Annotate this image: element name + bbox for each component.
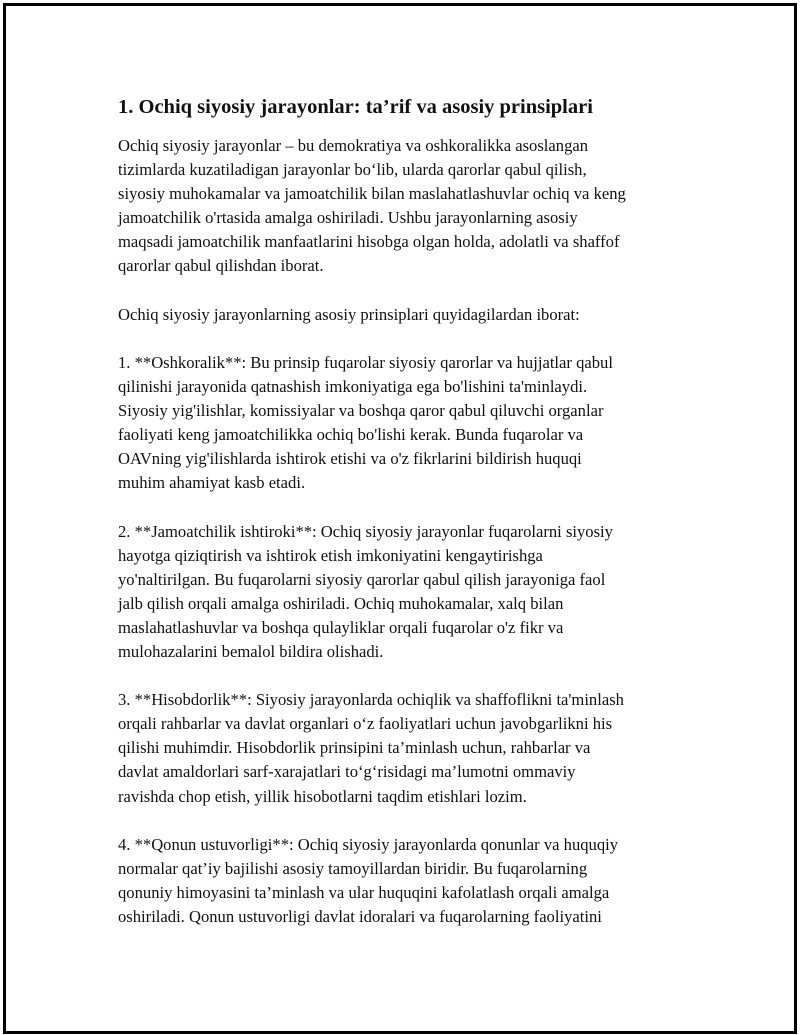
text-line: yo'naltirilgan. Bu fuqarolarni siyosiy qarorlar qabul qilish jarayoniga faol (118, 569, 606, 589)
text-line: maqsadi jamoatchilik manfaatlarini hisobga olgan holda, adolatli va shaffof (118, 232, 620, 252)
text-line: qilinishi jarayonida qatnashish imkoniyatiga ega bo'lishini ta'minlaydi. (118, 376, 588, 396)
text-line: normalar qat’iy bajilishi asosiy tamoyillardan biridir. Bu fuqarolarning (118, 858, 588, 878)
text-line: Ochiq siyosiy jarayonlarning asosiy prinsiplari quyidagilardan iborat: (118, 304, 580, 324)
text-line: oshiriladi. Qonun ustuvorligi davlat idoralari va fuqarolarning faoliyatini (118, 907, 602, 926)
document-body (118, 94, 688, 953)
paragraph (118, 520, 688, 665)
text-line: qonuniy himoyasini ta’minlash va ular huquqini kafolatlash orqali amalga (118, 882, 610, 902)
text-line: maslahatlashuvlar va boshqa qulayliklar orqali fuqarolar o'z fikr va (118, 617, 564, 637)
text-line: Ochiq siyosiy jarayonlar – bu demokratiya va oshkoralikka asoslangan (118, 136, 589, 155)
text-line: Siyosiy yig'ilishlar, komissiyalar va boshqa qaror qabul qiluvchi organlar (118, 401, 604, 421)
text-line: ravishda chop etish, yillik hisobotlarni taqdim etishlari lozim. (118, 786, 527, 806)
paragraph (118, 134, 688, 279)
text-line: qarorlar qabul qilishdan iborat. (118, 256, 324, 276)
text-line: siyosiy muhokamalar va jamoatchilik bilan maslahatlashuvlar ochiq va keng (118, 184, 626, 204)
text-line: hayotga qiziqtirish va ishtirok etish imkoniyatini kengaytirishga (118, 545, 543, 565)
text-line: OAVning yig'ilishlarda ishtirok etishi va o'z fikrlarini bildirish huquqi (118, 449, 582, 469)
paragraph (118, 833, 688, 929)
text-line: mulohazalarini bemalol bildira olishadi. (118, 641, 384, 661)
paragraph (118, 303, 688, 327)
text-line: muhim ahamiyat kasb etadi. (118, 473, 306, 493)
text-line: orqali rahbarlar va davlat organlari o‘z faoliyatlari uchun javobgarlikni his (118, 714, 613, 734)
text-line: faoliyati keng jamoatchilikka ochiq bo'lishi kerak. Bunda fuqarolar va (118, 425, 584, 445)
text-line: 4. **Qonun ustuvorligi**: Ochiq siyosiy jarayonlarda qonunlar va huquqiy (118, 834, 619, 854)
text-line: davlat amaldorlari sarf-xarajatlari to‘g‘risidagi ma’lumotni ommaviy (118, 762, 576, 782)
paragraph-list (118, 134, 688, 929)
text-line: 1. **Oshkoralik**: Bu prinsip fuqarolar siyosiy qarorlar va hujjatlar qabul (118, 352, 613, 372)
paragraph (118, 688, 688, 808)
text-line: tizimlarda kuzatiladigan jarayonlar bo‘lib, ularda qarorlar qabul qilish, (118, 160, 587, 180)
section-heading: 1. Ochiq siyosiy jarayonlar: ta’rif va asosiy prinsiplari (118, 96, 593, 118)
text-line: 2. **Jamoatchilik ishtiroki**: Ochiq siyosiy jarayonlar fuqarolarni siyosiy (118, 521, 613, 541)
text-line: 3. **Hisobdorlik**: Siyosiy jarayonlarda ochiqlik va shaffoflikni ta'minlash (118, 690, 624, 710)
text-line: jalb qilish orqali amalga oshiriladi. Ochiq muhokamalar, xalq bilan (118, 593, 564, 613)
paragraph (118, 351, 688, 496)
text-line: qilishi muhimdir. Hisobdorlik prinsipini ta’minlash uchun, rahbarlar va (118, 738, 591, 758)
text-line: jamoatchilik o'rtasida amalga oshiriladi. Ushbu jarayonlarning asosiy (118, 208, 578, 228)
